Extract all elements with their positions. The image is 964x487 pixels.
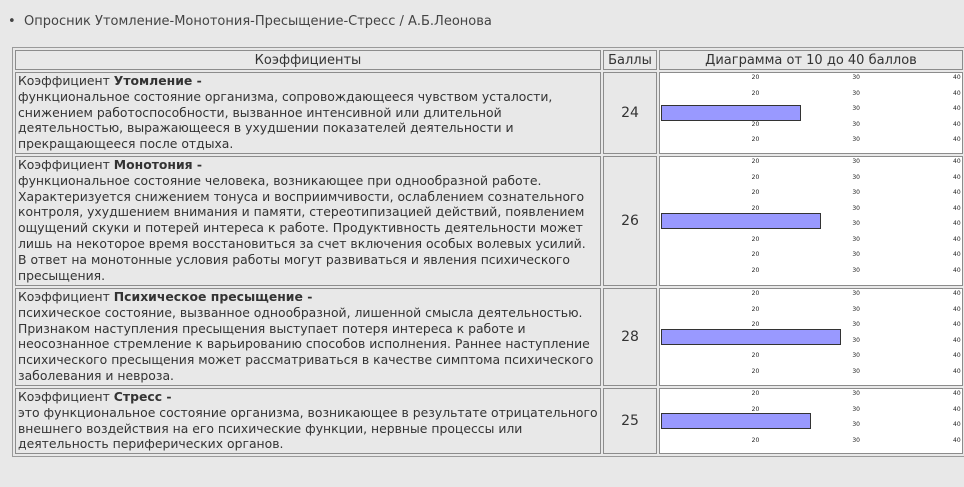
score-bar	[661, 213, 821, 229]
header-diagram: Диаграмма от 10 до 40 баллов	[659, 50, 963, 70]
diagram-tick-label: 40	[953, 436, 961, 444]
diagram-tick-label: 30	[852, 305, 860, 313]
diagram-tick-label: 20	[751, 189, 760, 196]
diagram-tick-label: 30	[852, 251, 860, 258]
diagram-tick-label: 40	[953, 251, 961, 258]
diagram-tick-label: 20	[751, 405, 760, 413]
diagram-tick-label: 20	[751, 74, 760, 81]
diagram-tick-label: 30	[852, 336, 860, 344]
diagram-tick-label: 30	[852, 105, 860, 112]
diagram-tick-label: 20	[751, 352, 760, 359]
coef-name: Стресс	[113, 389, 163, 404]
diagram-tick-label: 30	[852, 290, 860, 297]
diagram-tick-label: 20	[751, 173, 760, 181]
score-cell: 25	[603, 388, 657, 454]
diagram-tick-label: 40	[953, 421, 961, 428]
coef-suffix: -	[192, 73, 202, 88]
table-row	[15, 156, 963, 286]
diagram-tick-label: 30	[852, 235, 860, 243]
diagram-tick-label: 30	[852, 421, 860, 428]
diagram-tick-label: 30	[852, 89, 860, 97]
coef-name: Психическое пресыщение	[113, 289, 303, 304]
coef-name: Утомление	[113, 73, 193, 88]
diagram-tick-label: 20	[751, 158, 760, 165]
coef-description: это функциональное состояние организма, возникающее в результате отрицательного внешнего воздействия на его психические функции, нервные процессы или деятельность периферических органов.	[18, 404, 598, 452]
diagram-tick-label: 30	[852, 189, 860, 196]
page-title	[8, 14, 492, 29]
table-header-row	[15, 50, 963, 70]
coef-description-cell	[15, 156, 601, 286]
diagram-tick-label: 40	[953, 290, 961, 297]
diagram-tick-label: 20	[751, 204, 760, 212]
diagram-tick-label: 40	[953, 120, 961, 128]
coef-prefix: Коэффициент	[18, 73, 114, 88]
coef-prefix: Коэффициент	[18, 157, 114, 172]
diagram-cell	[659, 388, 963, 454]
diagram-tick-label: 40	[953, 336, 961, 344]
diagram-tick-label: 30	[852, 390, 860, 397]
diagram-cell	[659, 156, 963, 286]
diagram-tick-label: 20	[751, 436, 760, 444]
coef-description: функциональное состояние человека, возникающее при однообразной работе. Характеризуется снижением тонуса и восприимчивости, ослаблением сознательного контроля, ухудшением внимания и памяти, стереотипизацией действий, появлением ощущений скуки и потерей интереса к работе. Продуктивность деятельности может лишь на некоторое время восстановиться за счет включения особых волевых усилий. В ответ на монотонные условия работы могут развиваться и явления психического пресыщения.	[18, 172, 586, 283]
diagram-tick-label: 20	[751, 321, 760, 328]
diagram-tick-label: 30	[852, 74, 860, 81]
table-row	[15, 388, 963, 454]
coef-suffix: -	[302, 289, 313, 304]
diagram-tick-label: 40	[953, 136, 961, 143]
diagram-tick-label: 40	[953, 321, 961, 328]
diagram-tick-label: 30	[852, 321, 860, 328]
diagram-tick-label: 20	[751, 266, 760, 274]
score-cell: 28	[603, 288, 657, 386]
diagram-tick-label: 20	[751, 235, 760, 243]
diagram-tick-label: 40	[953, 390, 961, 397]
diagram-tick-label: 40	[953, 74, 961, 81]
diagram-tick-label: 40	[953, 220, 961, 227]
header-score: Баллы	[603, 50, 657, 70]
diagram-tick-label: 30	[852, 158, 860, 165]
coef-prefix: Коэффициент	[18, 389, 114, 404]
diagram-tick-label: 20	[751, 136, 760, 143]
diagram-tick-label: 40	[953, 105, 961, 112]
score-cell: 24	[603, 72, 657, 154]
diagram-tick-label: 40	[953, 173, 961, 181]
diagram-cell	[659, 72, 963, 154]
diagram-tick-label: 40	[953, 367, 961, 375]
diagram-tick-label: 40	[953, 235, 961, 243]
coef-description-cell	[15, 388, 601, 454]
diagram-tick-label: 30	[852, 352, 860, 359]
page-title-text: Опросник Утомление-Монотония-Пресыщение-Стресс / А.Б.Леонова	[24, 14, 492, 29]
diagram-tick-label: 40	[953, 189, 961, 196]
coef-description-cell	[15, 72, 601, 154]
coef-suffix: -	[192, 157, 203, 172]
coef-description-cell	[15, 288, 601, 386]
score-bar	[661, 105, 801, 121]
diagram-tick-label: 30	[852, 367, 860, 375]
diagram-tick-label: 30	[852, 405, 860, 413]
results-table	[12, 47, 964, 457]
diagram-tick-label: 30	[852, 173, 860, 181]
table-row	[15, 288, 963, 386]
diagram-tick-label: 20	[751, 367, 760, 375]
header-coefficients: Коэффициенты	[15, 50, 601, 70]
diagram-tick-label: 40	[953, 158, 961, 165]
coef-prefix: Коэффициент	[18, 289, 114, 304]
diagram-tick-label: 20	[751, 251, 760, 258]
diagram-tick-label: 40	[953, 352, 961, 359]
diagram-tick-label: 30	[852, 120, 860, 128]
coef-description: функциональное состояние организма, сопровождающееся чувством усталости, снижением работоспособности, вызванное интенсивной или длительной деятельностью, выражающееся в ухудшении показателей деятельности и прекращающееся после отдыха.	[18, 88, 553, 152]
score-cell: 26	[603, 156, 657, 286]
diagram-tick-label: 20	[751, 290, 760, 297]
bullet-icon: •	[8, 14, 16, 29]
diagram-cell	[659, 288, 963, 386]
diagram-tick-label: 20	[751, 89, 760, 97]
diagram-tick-label: 20	[751, 390, 760, 397]
diagram-tick-label: 40	[953, 89, 961, 97]
score-bar	[661, 329, 841, 345]
score-bar	[661, 413, 811, 429]
diagram-tick-label: 40	[953, 266, 961, 274]
coef-description: психическое состояние, вызванное однообразной, лишенной смысла деятельностью. Признаком наступления пресыщения выступает потеря интереса к работе и неосознанное стремление к варьированию способов исполнения. Раннее наступление психического пресыщения может рассматриваться в качестве симптома психического заболевания и невроза.	[18, 304, 594, 383]
diagram-tick-label: 30	[852, 220, 860, 227]
coef-suffix: -	[162, 389, 172, 404]
diagram-tick-label: 40	[953, 204, 961, 212]
diagram-tick-label: 30	[852, 436, 860, 444]
diagram-tick-label: 30	[852, 204, 860, 212]
diagram-tick-label: 40	[953, 405, 961, 413]
diagram-tick-label: 30	[852, 136, 860, 143]
diagram-tick-label: 20	[751, 305, 760, 313]
diagram-tick-label: 30	[852, 266, 860, 274]
diagram-tick-label: 40	[953, 305, 961, 313]
diagram-tick-label: 20	[751, 120, 760, 128]
coef-name: Монотония	[113, 157, 193, 172]
table-row	[15, 72, 963, 154]
